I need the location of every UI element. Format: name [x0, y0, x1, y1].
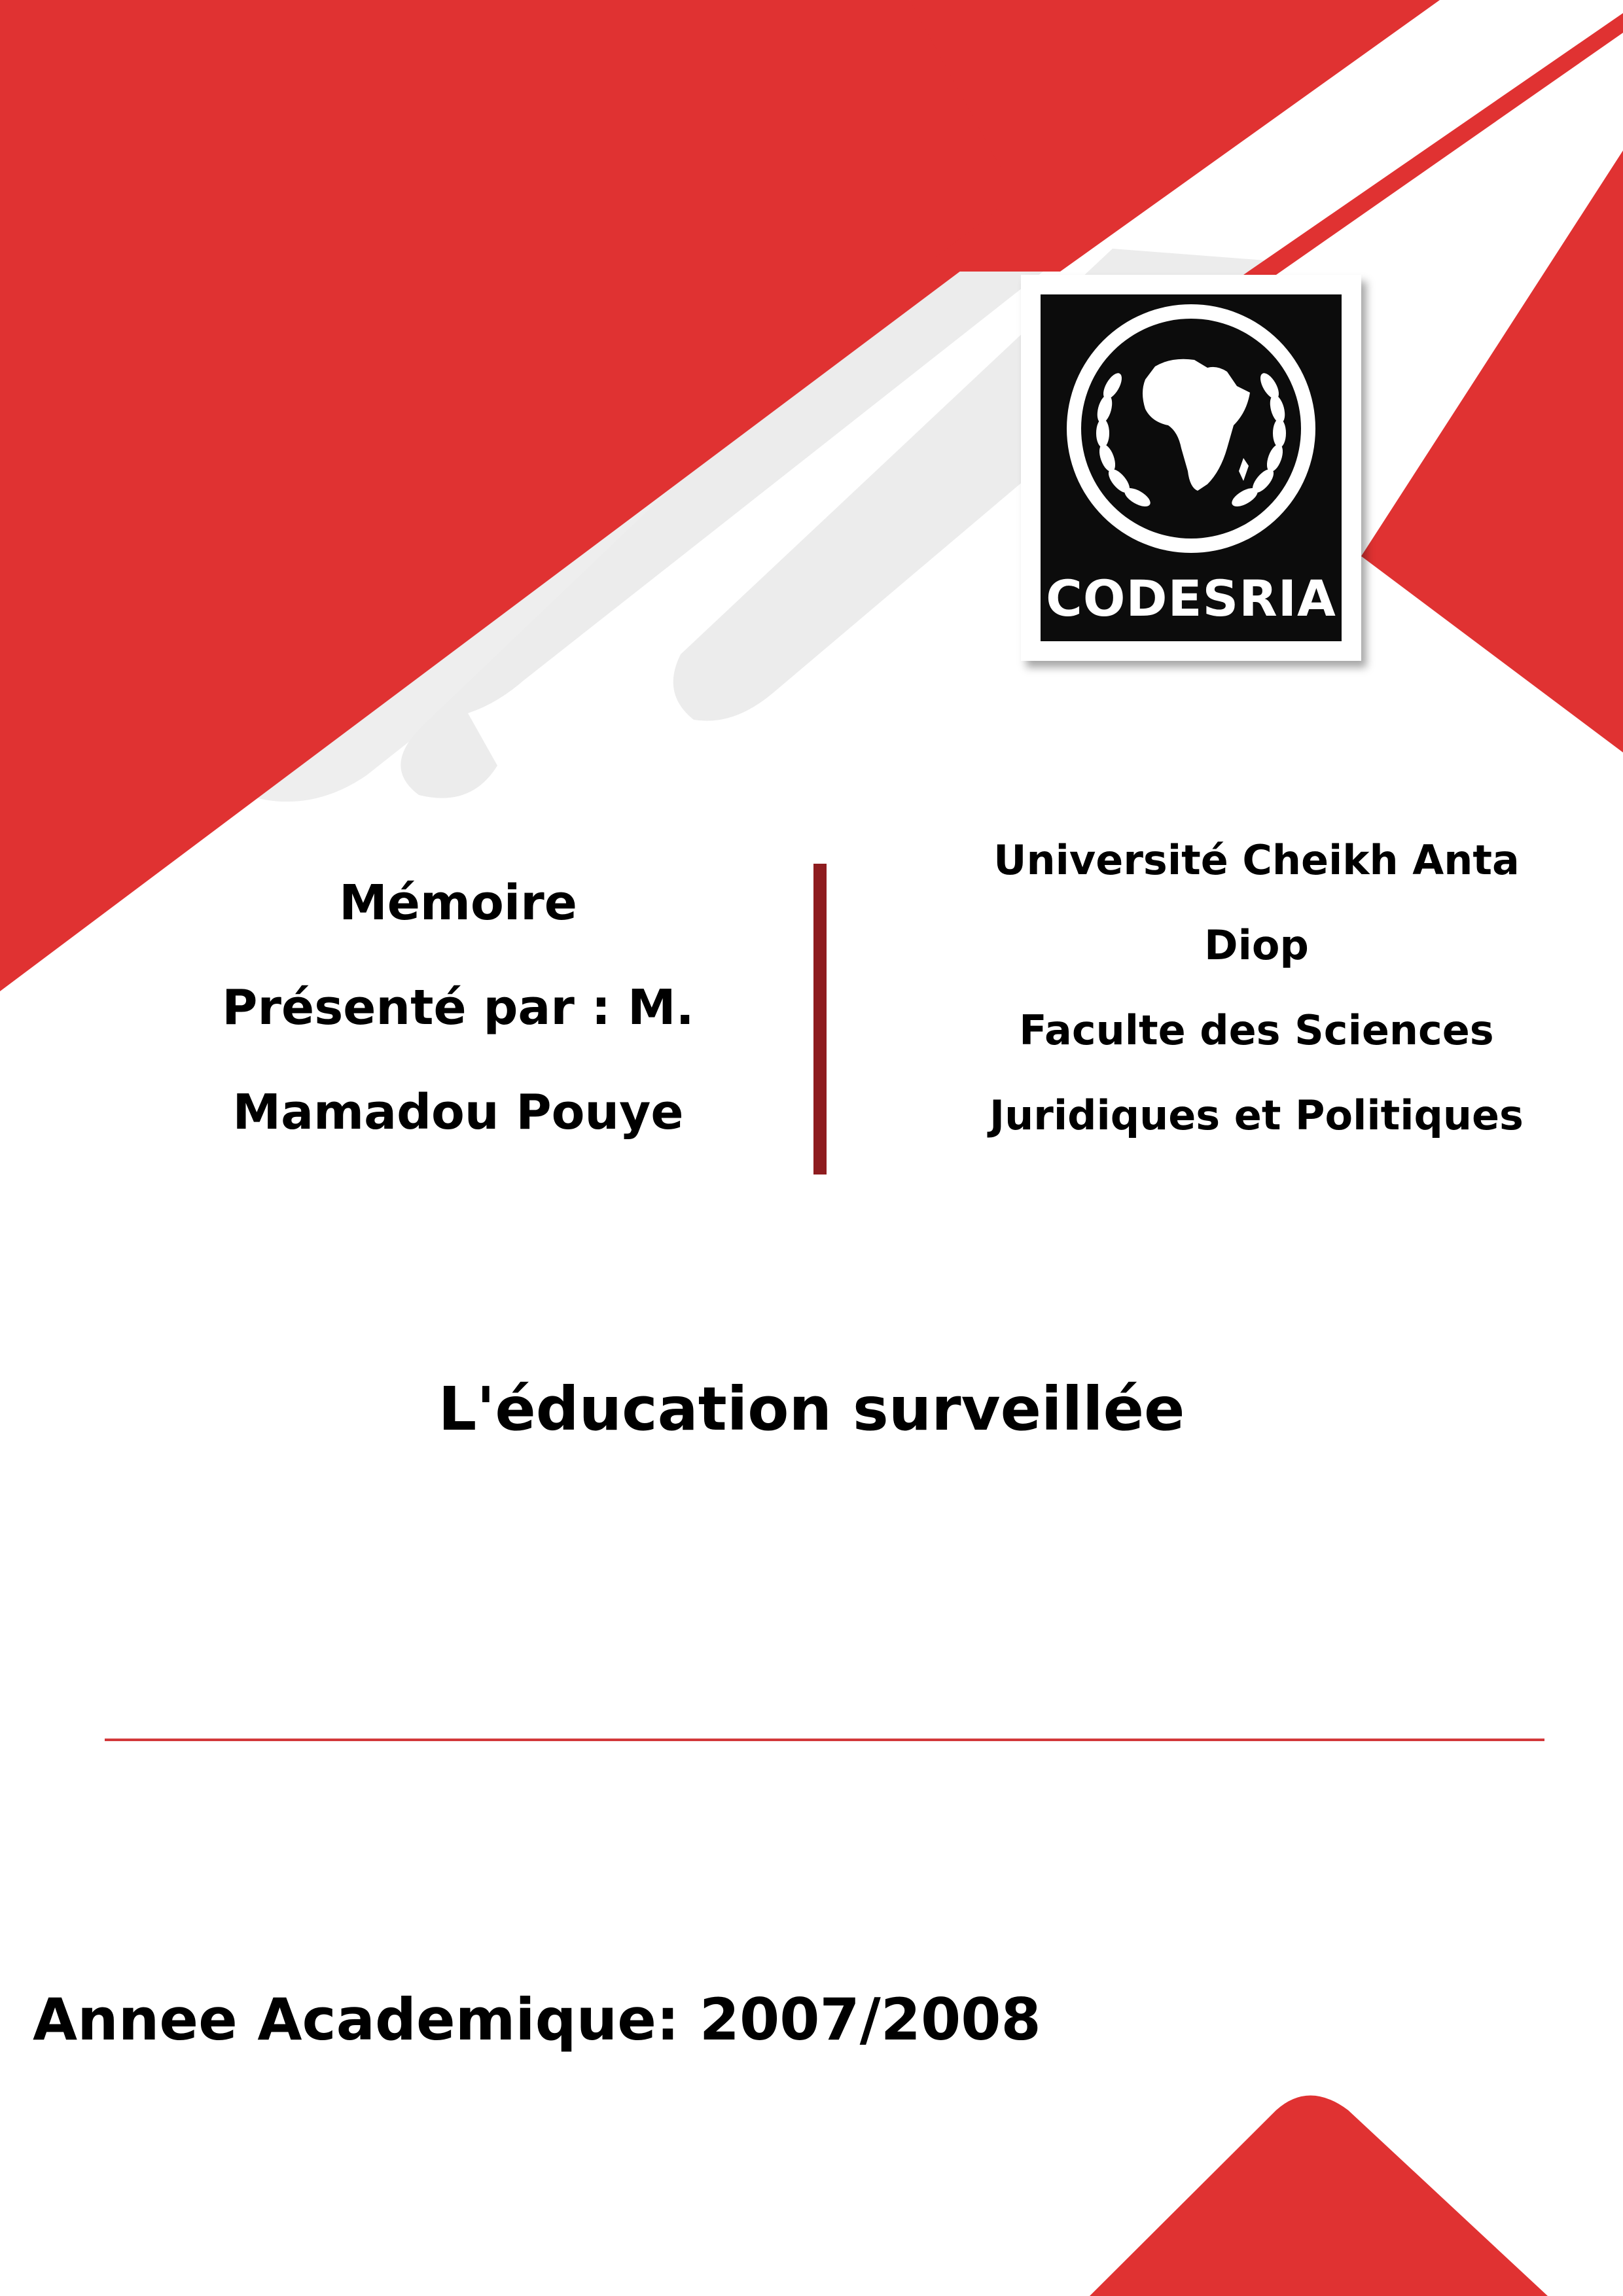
faculty-name-line2: Juridiques et Politiques: [990, 1091, 1524, 1139]
logo-text: CODESRIA: [1046, 569, 1336, 627]
logo-panel: [1041, 294, 1342, 641]
vertical-divider: [813, 864, 827, 1174]
institution-block: [929, 818, 1584, 1158]
document-title: L'éducation surveillée: [438, 1374, 1185, 1444]
codesria-logo: [1021, 275, 1361, 661]
horizontal-rule: [105, 1739, 1544, 1741]
red-triangle-bottom-right: [1090, 2096, 1548, 2296]
presenter-block: [131, 851, 785, 1165]
university-name-line1: Université Cheikh Anta: [993, 836, 1520, 884]
faculty-name-line1: Faculte des Sciences: [1019, 1006, 1494, 1054]
presenter-label: Présenté par : M.: [222, 980, 694, 1036]
red-band-top-right: [910, 0, 1440, 272]
academic-year: Annee Academique: 2007/2008: [33, 1986, 1041, 2053]
presenter-name: Mamadou Pouye: [232, 1084, 684, 1140]
document-type: Mémoire: [339, 875, 577, 931]
africa-laurel-emblem-icon: [1041, 294, 1342, 556]
university-name-line2: Diop: [1204, 921, 1309, 969]
red-wedge-right: [1361, 150, 1623, 752]
